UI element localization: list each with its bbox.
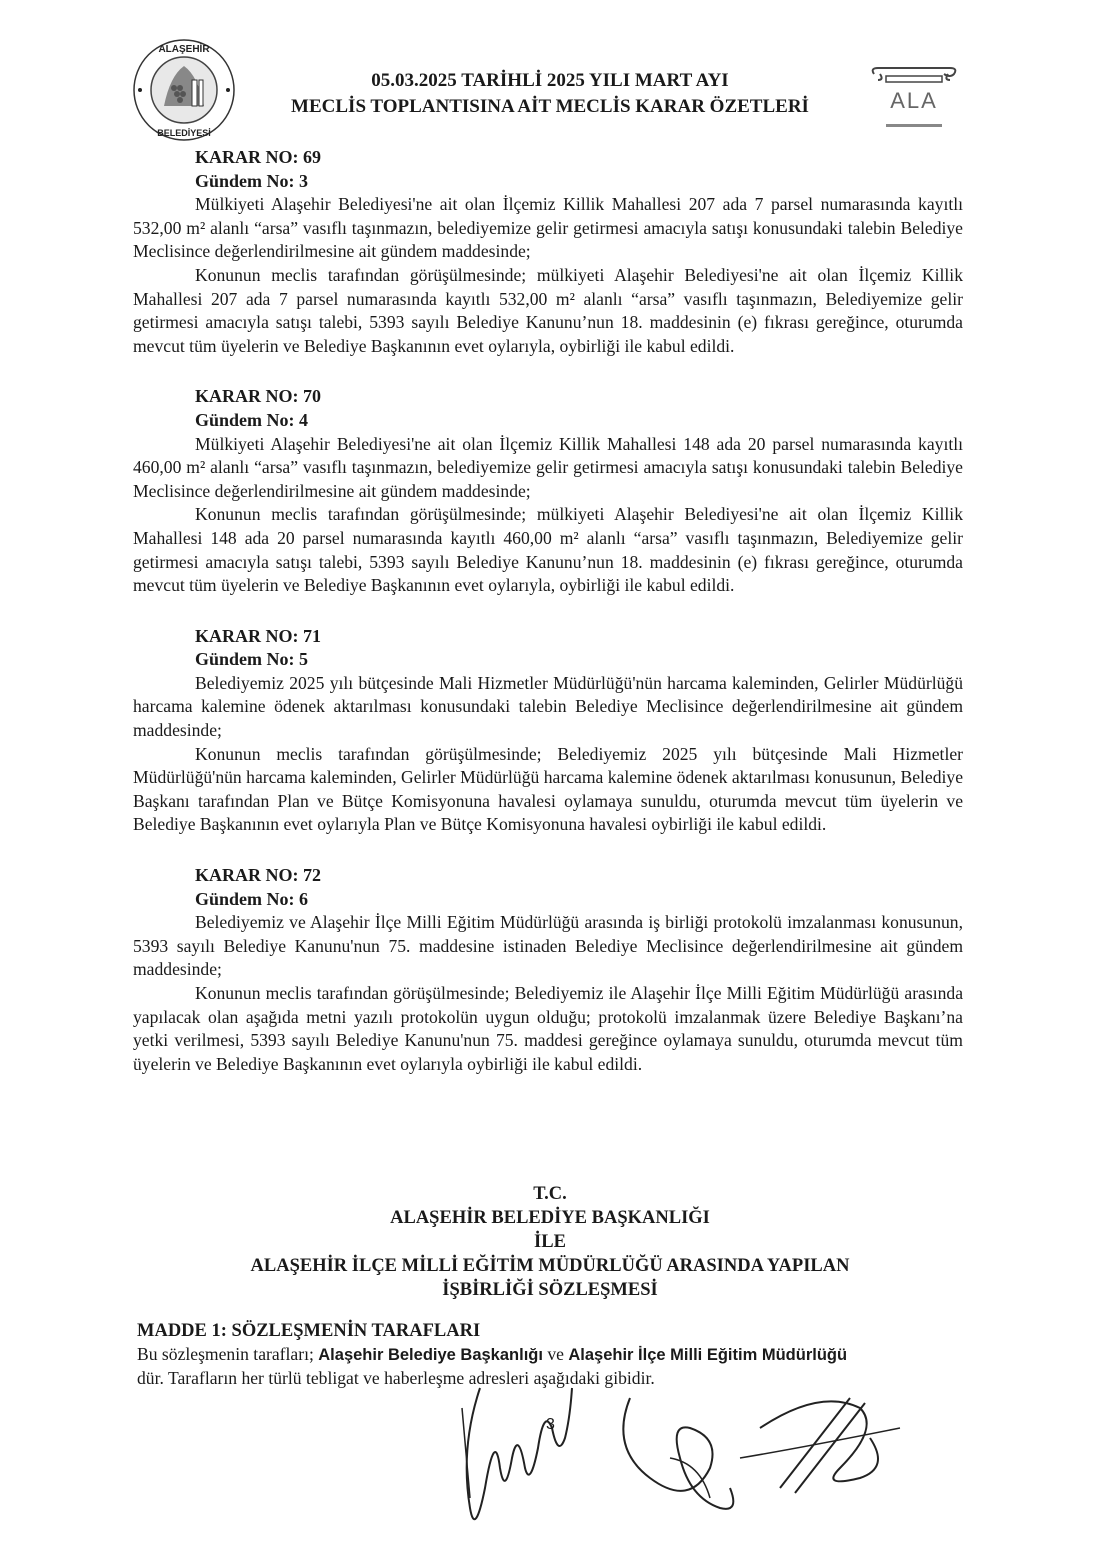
karar-no: KARAR NO: 70 [195,386,321,407]
karar-no: KARAR NO: 71 [195,625,321,646]
gundem-no: Gündem No: 3 [195,170,309,191]
header-title-line2: MECLİS TOPLANTISINA AİT MECLİS KARAR ÖZETLERİ [291,96,809,117]
page-number: 3 [546,1416,555,1433]
contract-heading-line: ALAŞEHİR İLÇE MİLLİ EĞİTİM MÜDÜRLÜĞÜ ARASINDA YAPILAN [250,1256,850,1276]
madde-text-part: dür. Tarafların her türlü tebligat ve haberleşme adresleri aşağıdaki gibidir. [137,1368,655,1388]
handwritten-signatures [440,1368,910,1548]
party-name: Alaşehir İlçe Milli Eğitim Müdürlüğü [568,1346,848,1364]
decision-paragraph: Konunun meclis tarafından görüşülmesinde; Belediyemiz 2025 yılı bütçesinde Mali Hizmetler Müdürlüğü'nün harcama kaleminden, Gelirler Müdürlüğü harcama kalemine ödenek aktarılması konusunun, Belediye Başkanı tarafından Plan ve Bütçe Komisyonuna havalesi oylamaya sunuldu, oturumda mevcut tüm üyelerin ve Belediye Başkanının evet oylarıyla Plan ve Bütçe Komisyonuna havalesi oybirliği ile kabul edildi. [133,743,963,835]
decision-paragraph: Belediyemiz 2025 yılı bütçesinde Mali Hizmetler Müdürlüğü'nün harcama kaleminden, Gelirler Müdürlüğü harcama kalemine ödenek aktarılması konusundaki talebin Belediye Meclisince değerlendirilmesine ait gündem maddesinde; [133,672,963,741]
alasehir-belediyesi-seal-logo [130,36,238,144]
decision-70 [133,385,963,597]
decision-paragraph: Mülkiyeti Alaşehir Belediyesi'ne ait olan İlçemiz Killik Mahallesi 207 ada 7 parsel numarasında kayıtlı 532,00 m² alanlı “arsa” vasıflı taşınmazın, belediyemize gelir getirmesi amacıyla satışı konusundaki talebin Belediye Meclisince değerlendirilmesine ait gündem maddesinde; [133,194,963,262]
document-header [250,68,850,120]
gundem-no: Gündem No: 4 [195,409,309,430]
decision-paragraph: Konunun meclis tarafından görüşülmesinde; mülkiyeti Alaşehir Belediyesi'ne ait olan İlçemiz Killik Mahallesi 148 ada 20 parsel numarasında kayıtlı 460,00 m² alanlı “arsa” vasıflı taşınmazın, Belediyemize gelir getirmesi amacıyla satışı talebi, 5393 sayılı Belediye Kanunu’nun 18. maddesinin (e) fıkrası gereğince, oturumda mevcut tüm üyelerin ve Belediye Başkanının evet oylarıyla, oybirliği ile kabul edildi. [133,504,963,596]
madde-text-part: ve [542,1344,569,1364]
decision-paragraph: Belediyemiz ve Alaşehir İlçe Milli Eğitim Müdürlüğü arasında iş birliği protokolü imzalanması konusunun, 5393 sayılı Belediye Kanunu'nun 75. maddesine istinaden Belediye Meclisince değerlendirilmesine ait gündem maddesinde; [133,912,963,980]
decision-72 [133,864,963,1076]
decision-paragraph: Mülkiyeti Alaşehir Belediyesi'ne ait olan İlçemiz Killik Mahallesi 148 ada 20 parsel numarasında kayıtlı 460,00 m² alanlı “arsa” vasıflı taşınmazın, belediyemize gelir getirmesi amacıyla satışı konusundaki talebin Belediye Meclisince değerlendirilmesine ait gündem maddesinde; [133,433,963,501]
svg-text:BELEDİYESİ: BELEDİYESİ [157,128,211,138]
ala-column-logo [866,64,962,134]
header-title-line1: 05.03.2025 TARİHLİ 2025 YILI MART AYI [371,70,729,91]
gundem-no: Gündem No: 5 [195,649,309,670]
contract-heading-line: T.C. [533,1184,567,1204]
contract-heading-line: İŞBİRLİĞİ SÖZLEŞMESİ [442,1280,658,1300]
decision-paragraph: Konunun meclis tarafından görüşülmesinde; Belediyemiz ile Alaşehir İlçe Milli Eğitim Müdürlüğü arasında yapılacak olan aşağıda metni yazılı protokolün uygun olduğu; protokolü imzalanmak üzere Belediye Başkanı’na yetki verilmesi, 5393 sayılı Belediye Kanunu'nun 75. maddesi gereğince oylamaya sunuldu, oturumda mevcut tüm üyelerin ve Belediye Başkanının evet oylarıyla oybirliği ile kabul edildi. [133,983,963,1074]
karar-no: KARAR NO: 72 [195,865,321,886]
contract-heading-line: İLE [534,1232,566,1252]
svg-text:ALA: ALA [890,88,938,113]
karar-no: KARAR NO: 69 [195,147,321,167]
decision-69 [133,146,963,358]
party-name: Alaşehir Belediye Başkanlığı [318,1346,543,1364]
contract-heading-line: ALAŞEHİR BELEDİYE BAŞKANLIĞI [390,1208,710,1228]
decision-71 [133,625,963,837]
gundem-no: Gündem No: 6 [195,888,309,909]
madde-text-part: Bu sözleşmenin tarafları; [137,1344,319,1364]
svg-text:ALAŞEHİR: ALAŞEHİR [158,44,210,55]
decision-paragraph: Konunun meclis tarafından görüşülmesinde; mülkiyeti Alaşehir Belediyesi'ne ait olan İlçemiz Killik Mahallesi 207 ada 7 parsel numarasında kayıtlı 532,00 m² alanlı “arsa” vasıflı taşınmazın, Belediyemize gelir getirmesi amacıyla satışı talebi, 5393 sayılı Belediye Kanunu’nun 18. maddesinin (e) fıkrası gereğince, oturumda mevcut tüm üyelerin ve Belediye Başkanının evet oylarıyla, oybirliği ile kabul edildi. [133,264,963,356]
contract-heading [200,1182,900,1302]
decisions-content [133,146,963,1103]
madde-title: MADDE 1: SÖZLEŞMENİN TARAFLARI [137,1321,481,1341]
